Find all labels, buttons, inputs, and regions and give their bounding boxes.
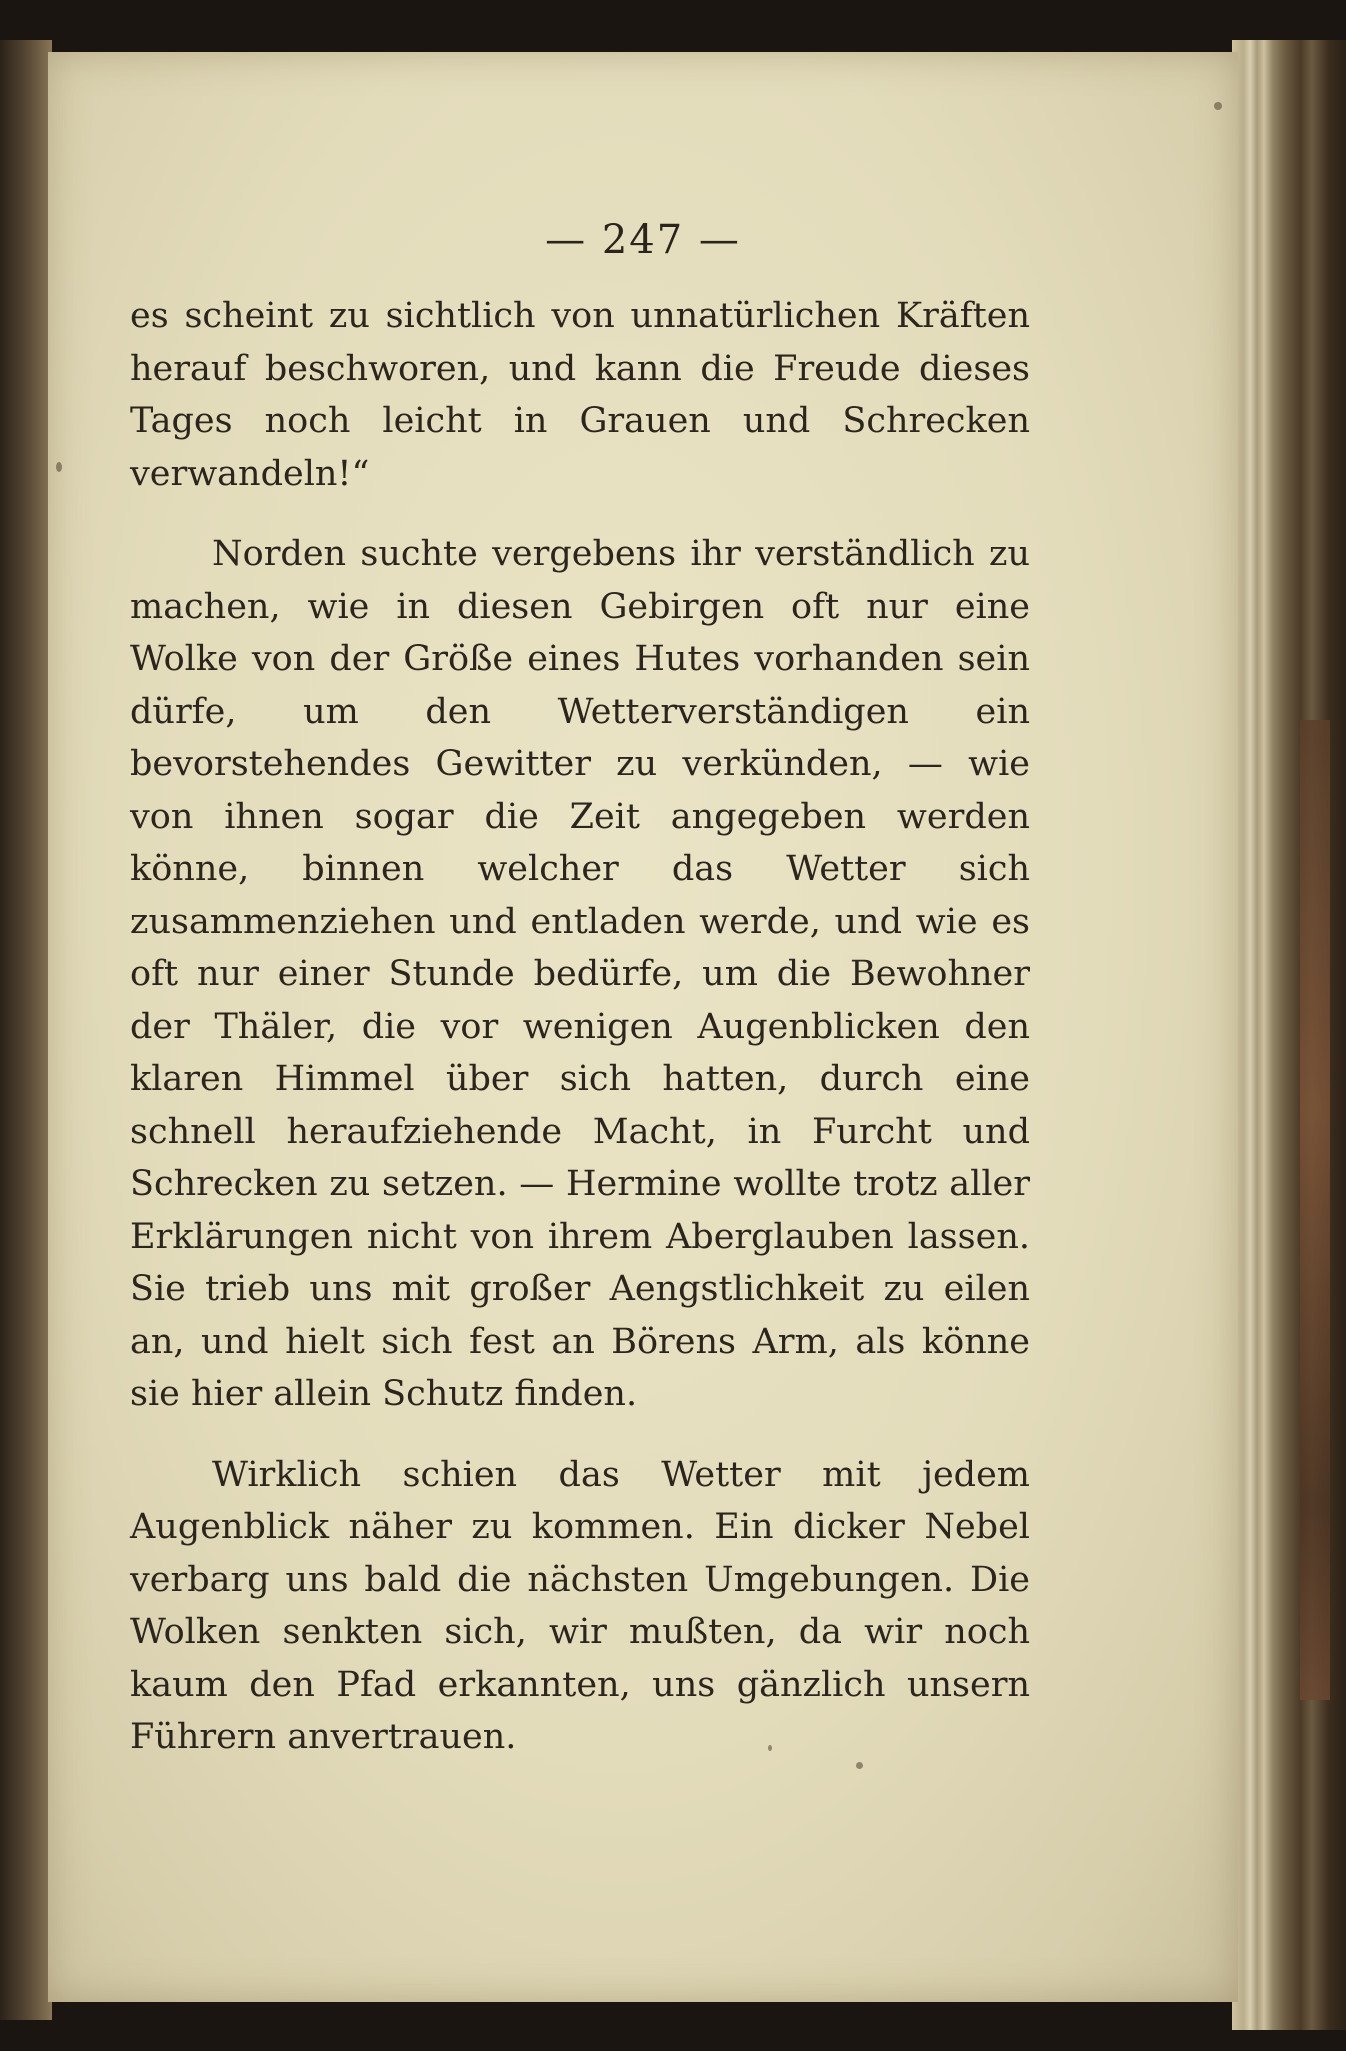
paper-speck xyxy=(856,1762,863,1769)
paper-speck xyxy=(56,462,62,472)
paper-speck xyxy=(768,1745,772,1751)
left-page-edge xyxy=(0,40,52,2020)
book-page xyxy=(48,52,1238,2002)
paragraph-1: es scheint zu sichtlich von unnatürlichen Kräften herauf beschworen, und kann die Freude dieses Tages noch leicht in Grauen und Schrecken verwandeln!“ xyxy=(130,296,1030,494)
page-number: — 247 — xyxy=(545,217,741,263)
paragraph-3: Wirklich schien das Wetter mit jedem Augenblick näher zu kommen. Ein dicker Nebel verbarg uns bald die nächsten Umgebungen. Die Wolken senkten sich, wir mußten, da wir noch kaum den Pfad erkannten, uns gänzlich unsern Führern anvertrauen. xyxy=(130,1454,1030,1757)
paragraph-2: Norden suchte vergebens ihr verständlich zu machen, wie in diesen Gebirgen oft nur eine Wolke von der Größe eines Hutes vorhanden sein dürfe, um den Wetterverständigen ein bevorstehendes Gewitter zu verkünden, — wie von ihnen sogar die Zeit angegeben werden könne, binnen welcher das Wetter sich zusammenziehen und entladen werde, und wie es oft nur einer Stunde bedürfe, um die Bewohner der Thäler, die vor wenigen Augenblicken den klaren Himmel über sich hatten, durch eine schnell heraufziehende Macht, in Furcht und Schrecken zu setzen. — Hermine wollte trotz aller Erklärungen nicht von ihrem Aberglauben lassen. Sie trieb uns mit großer Aengstlichkeit zu eilen an, und hielt sich fest an Börens Arm, als könne sie hier allein Schutz finden. xyxy=(130,534,1030,1414)
paper-speck xyxy=(1214,102,1222,110)
body-text xyxy=(130,290,1030,1764)
binding-leather xyxy=(1300,720,1330,1700)
